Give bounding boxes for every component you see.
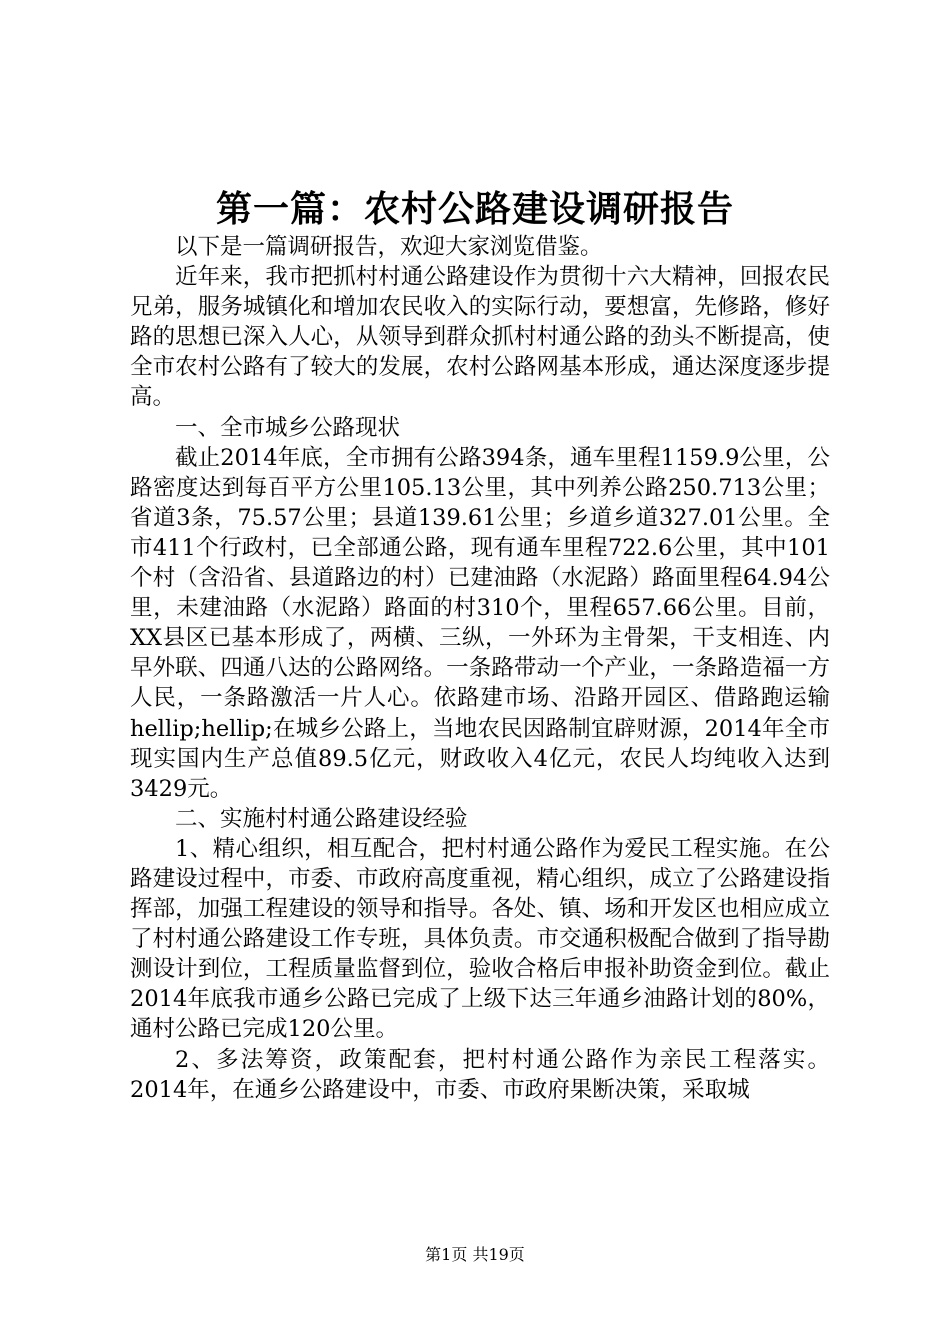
section-heading-experience: 二、实施村村通公路建设经验 [175,805,468,832]
page-number-footer: 第1页 共19页 [425,1245,525,1264]
paragraph-experience-1: 1、精心组织，相互配合，把村村通公路作为爱民工程实施。在公路建设过程中，市委、市政府高度重视，精心组织，成立了公路建设指挥部，加强工程建设的领导和指导。各处、镇、场和开发区也相应成立了村村通公路建设工作专班，具体负责。市交通积极配合做到了指导勘测设计到位，工程质量监督到位，验收合格后申报补助资金到位。截止2014年底我市通乡公路已完成了上级下达三年通乡油路计划的80%，通村公路已完成120公里。 [130,835,830,1043]
paragraph-experience-2: 2、多法筹资，政策配套，把村村通公路作为亲民工程落实。2014年，在通乡公路建设中，市委、市政府果断决策，采取城 [130,1046,830,1103]
document-title: 第一篇：农村公路建设调研报告 [215,189,734,230]
paragraph-intro: 以下是一篇调研报告，欢迎大家浏览借鉴。 [175,234,603,260]
paragraph-status: 截止2014年底，全市拥有公路394条，通车里程1159.9公里，公路密度达到每百平方公里105.13公里，其中列养公路250.713公里；省道3条，75.57公里；县道139.61公里；乡道乡道327.01公里。全市411个行政村，已全部通公路，现有通车里程722.6公里，其中101个村（含沿省、县道路边的村）已建油路（水泥路）路面里程64.94公里，未建油路（水泥路）路面的村310个，里程657.66公里。目前，XX县区已基本形成了，两横、三纵，一外环为主骨架，干支相连、内早外联、四通八达的公路网络。一条路带动一个产业，一条路造福一方人民，一条路激活一片人心。依路建市场、沿路开园区、借路跑运输hellip;hellip;在城乡公路上，当地农民因路制宜辟财源，2014年全市现实国内生产总值89.5亿元，财政收入4亿元，农民人均纯收入达到3429元。 [130,444,830,802]
document-body [130,232,830,1105]
paragraph-overview: 近年来，我市把抓村村通公路建设作为贯彻十六大精神，回报农民兄弟，服务城镇化和增加农民收入的实际行动，要想富，先修路，修好路的思想已深入人心，从领导到群众抓村村通公路的劲头不断提高，使全市农村公路有了较大的发展，农村公路网基本形成，通达深度逐步提高。 [130,264,830,411]
section-heading-status: 一、全市城乡公路现状 [175,414,401,441]
